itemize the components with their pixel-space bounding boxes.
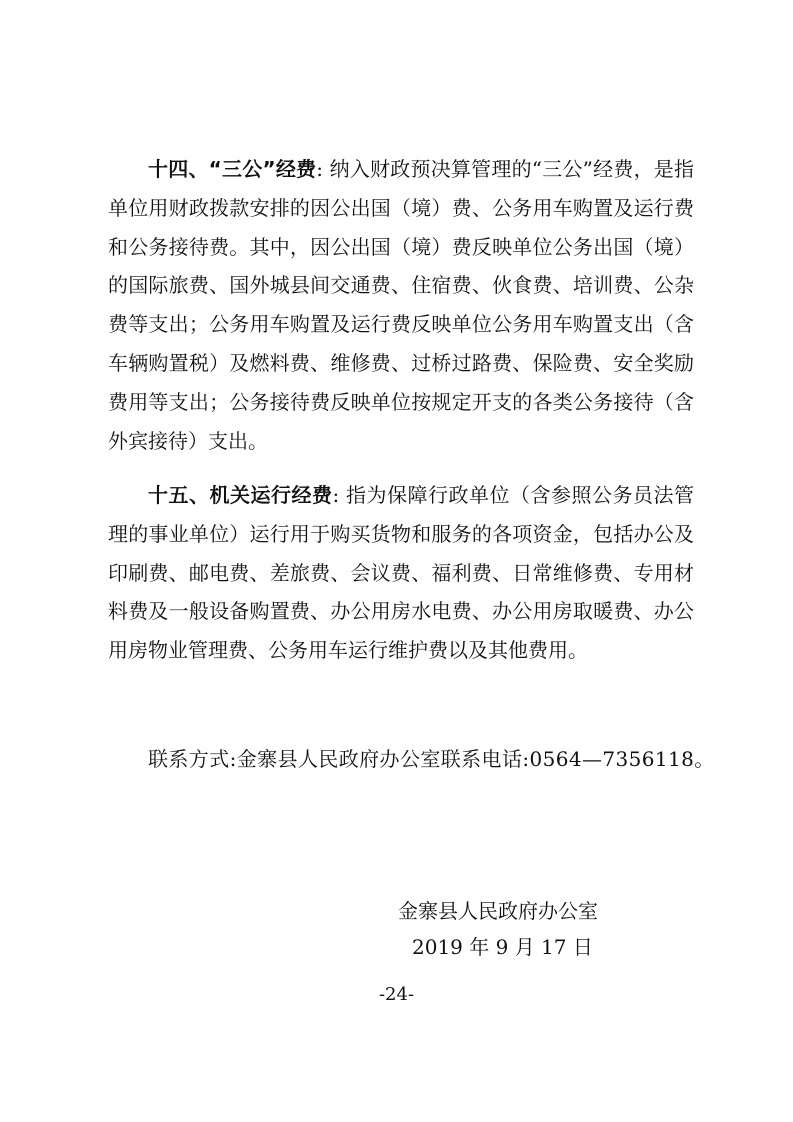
- section-heading: 十五、机关运行经费: [148, 483, 333, 507]
- section-body: : 纳入财政预决算管理的“三公”经费，是指单位用财政拨款安排的因公出国（境）费、公务用车购置及运行费和公务接待费。其中，因公出国（境）费反映单位公务出国（境）的国际旅费、国外城县间交通费、住宿费、伙食费、培训费、公杂费等支出；公务用车购置及运行费反映单位公务用车购置支出（含车辆购置税）及燃料费、维修费、过桥过路费、保险费、安全奖励费用等支出；公务接待费反映单位按规定开支的各类公务接待（含外宾接待）支出。: [108, 157, 695, 453]
- section-body: : 指为保障行政单位（含参照公务员法管理的事业单位）运行用于购买货物和服务的各项资金，包括办公及印刷费、邮电费、差旅费、会议费、福利费、日常维修费、专用材料费及一般设备购置费、办公用房水电费、办公用房取暖费、办公用房物业管理费、公务用车运行维护费以及其他费用。: [108, 483, 694, 663]
- signoff-date: 2019 年 9 月 17 日: [412, 935, 593, 959]
- section-heading: 十四、“三公”经费: [148, 157, 317, 181]
- signoff-organization: 金寨县人民政府办公室: [398, 899, 598, 923]
- section-fourteen: [108, 150, 694, 460]
- page-number: -24-: [378, 984, 415, 1005]
- contact-info: 联系方式:金寨县人民政府办公室联系电话:0564—7356118。: [148, 747, 715, 771]
- section-fifteen: [108, 476, 694, 670]
